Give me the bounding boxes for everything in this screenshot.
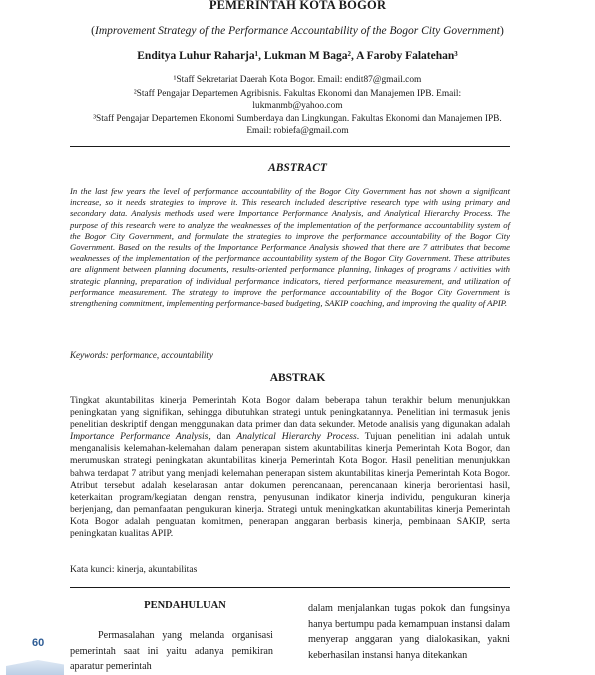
affiliation-2: ²Staff Pengajar Departemen Agribisnis. Fakultas Ekonomi dan Manajemen IPB. Email: lukmanmb@yahoo.com (133, 89, 462, 111)
abstrak-text-2: , dan (208, 431, 237, 443)
header-divider (70, 146, 510, 147)
affiliation-1: ¹Staff Sekretariat Daerah Kota Bogor. Email: endit87@gmail.com (173, 75, 422, 85)
abstrak-heading: ABSTRAK (269, 372, 326, 384)
affiliation-3: ³Staff Pengajar Departemen Ekonomi Sumberdaya dan Lingkungan. Fakultas Ekonomi dan Manajemen IPB. Email: robiefa@gmail.com (93, 114, 502, 136)
english-title-text: Improvement Strategy of the Performance Accountability of the Bogor City Government (95, 25, 500, 37)
left-column-text: Permasalahan yang melanda organisasi pemerintah saat ini yaitu adanya pemikiran aparatur pemerintah (70, 630, 273, 672)
abstrak-italic-ahp: Analytical Hierarchy Process (236, 431, 357, 443)
abstrak-text-1: Tingkat akuntabilitas kinerja Pemerintah Kota Bogor dalam beberapa tahun terakhir belum menunjukkan peningkatan yang signifikan, sehingga dibutuhkan strategi untuk peningkatannya. Penelitian ini termasuk jenis penelitian deskriptif dengan menggunakan data primer dan data sekunder. Metode analisis yang digunakan adalah (70, 395, 510, 431)
paper-title-fragment: PEMERINTAH KOTA BOGOR (208, 0, 387, 12)
section-heading-pendahuluan: PENDAHULUAN (144, 600, 226, 611)
english-title: (Improvement Strategy of the Performance Accountability of the Bogor City Government) (91, 25, 504, 37)
abstrak-keywords: Kata kunci: kinerja, akuntabilitas (70, 564, 198, 575)
abstrak-italic-ipa: Importance Performance Analysis (70, 431, 209, 443)
abstract-heading: ABSTRACT (268, 162, 327, 174)
abstrak-text-3: . Tujuan penelitian ini adalah untuk menganalisis kelemahan-kelemahan dalam penerapan sistem akuntabilitas kinerja Pemerintah Kota Bogor, dan merumuskan strategi peningkatan akuntabilitas kinerja Pemerintah Kota Bogor. Hasil penelitian menunjukkan bahwa terdapat 7 atribut yang menjadi kelemahan penerapan sistem akuntabilitas kinerja Pemerintah Kota Bogor. Atribut tersebut adalah keselarasan antar dokumen perencanaan, perencanaan kinerja berorientasi hasil, keterkaitan program/kegiatan dengan renstra, penyusunan indikator kinerja individu, pengukuran kinerja berjenjang, dan pemanfaatan pengukuran kinerja. Strategi untuk meningkatkan akuntabilitas kinerja Pemerintah Kota Bogor adalah penguatan komitmen, penerapan anggaran berbasis kinerja, pembinaan SAKIP, serta peningkatan kualitas APIP. (70, 431, 510, 540)
right-column-text: dalam menjalankan tugas pokok dan fungsinya hanya bertumpu pada kemampuan instansi dalam menyerap anggaran yang dialokasikan, yakni keberhasilan instansi hanya ditekankan (308, 603, 510, 661)
abstract-keywords: Keywords: performance, accountability (70, 350, 213, 360)
abstract-body: In the last few years the level of performance accountability of the Bogor City Government has not shown a significant increase, so it needs strategies to improve it. This research included descriptive research type with using primary and secondary data. Analysis methods used were Importance Performance Analysis, and Analytical Hierarchy Process. The purpose of this research were to analyze the weaknesses of the implementation of the performance accountability system of the Bogor City Government, and formulate the strategies to improve the performance accountability of the Bogor City Government. Based on the results of the Importance Performance Analysis showed that there are 7 attributes that become weaknesses of the implementation of the performance accountability system of the Bogor City Government. These attributes are alignment between planning documents, results-oriented performance planning, linkages of programs / activities with strategic planning, preparation of individual performance indicators, tiered performance measurement, and utilization of performance measurement. The strategy to improve the performance accountability of the Bogor City Government is strengthening commitment, implementing performance-based budgeting, SAKIP coaching, and improving the quality of APIP. (70, 186, 510, 309)
author-list: Enditya Luhur Raharja¹, Lukman M Baga², A Faroby Falatehan³ (137, 50, 458, 62)
page-number: 60 (32, 637, 45, 649)
body-divider (70, 587, 510, 588)
footer-decoration (6, 660, 64, 675)
abstrak-body (70, 395, 510, 540)
